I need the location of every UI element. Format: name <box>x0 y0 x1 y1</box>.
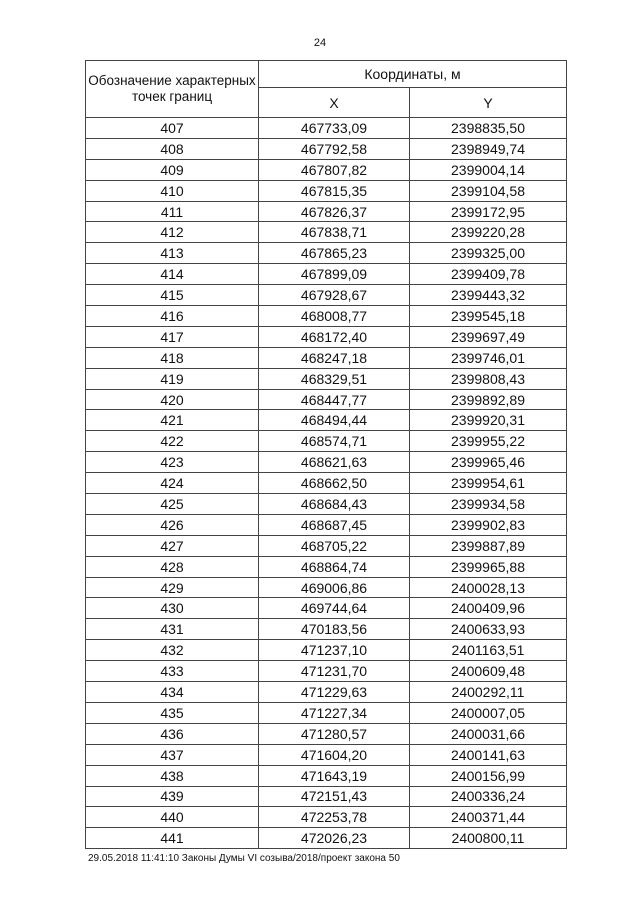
y-coordinate-cell: 2399892,89 <box>410 389 567 410</box>
x-coordinate-cell: 467815,35 <box>259 180 410 201</box>
x-coordinate-cell: 468662,50 <box>259 473 410 494</box>
x-coordinate-cell: 468447,77 <box>259 389 410 410</box>
x-coordinate-cell: 468705,22 <box>259 535 410 556</box>
table-row <box>86 222 567 243</box>
point-number-cell: 413 <box>86 243 259 264</box>
point-number-cell: 421 <box>86 410 259 431</box>
table-row <box>86 556 567 577</box>
x-coordinate-cell: 467865,23 <box>259 243 410 264</box>
table-row <box>86 765 567 786</box>
y-coordinate-cell: 2399902,83 <box>410 514 567 535</box>
table-row <box>86 368 567 389</box>
x-coordinate-cell: 467807,82 <box>259 159 410 180</box>
point-number-cell: 423 <box>86 452 259 473</box>
point-number-cell: 419 <box>86 368 259 389</box>
x-coordinate-cell: 468494,44 <box>259 410 410 431</box>
point-number-cell: 441 <box>86 828 259 849</box>
point-number-cell: 432 <box>86 640 259 661</box>
x-coordinate-cell: 468864,74 <box>259 556 410 577</box>
point-number-cell: 414 <box>86 264 259 285</box>
x-coordinate-cell: 467928,67 <box>259 285 410 306</box>
table-row <box>86 786 567 807</box>
point-number-cell: 435 <box>86 702 259 723</box>
x-coordinate-cell: 468574,71 <box>259 431 410 452</box>
page-number: 24 <box>313 37 327 49</box>
x-coordinate-cell: 471280,57 <box>259 723 410 744</box>
coordinates-table <box>85 60 567 849</box>
y-coordinate-cell: 2399004,14 <box>410 159 567 180</box>
y-coordinate-cell: 2399172,95 <box>410 201 567 222</box>
table-row <box>86 201 567 222</box>
y-coordinate-cell: 2399965,88 <box>410 556 567 577</box>
table-row <box>86 243 567 264</box>
x-coordinate-cell: 467899,09 <box>259 264 410 285</box>
point-number-cell: 431 <box>86 619 259 640</box>
y-coordinate-cell: 2399697,49 <box>410 326 567 347</box>
y-coordinate-cell: 2399808,43 <box>410 368 567 389</box>
y-coordinate-cell: 2399325,00 <box>410 243 567 264</box>
y-coordinate-cell: 2400031,66 <box>410 723 567 744</box>
y-coordinate-cell: 2400156,99 <box>410 765 567 786</box>
y-coordinate-cell: 2400028,13 <box>410 577 567 598</box>
table-row <box>86 661 567 682</box>
point-number-cell: 407 <box>86 118 259 139</box>
point-number-cell: 440 <box>86 807 259 828</box>
table-row <box>86 410 567 431</box>
x-coordinate-cell: 469006,86 <box>259 577 410 598</box>
x-coordinate-cell: 471604,20 <box>259 744 410 765</box>
y-coordinate-cell: 2400007,05 <box>410 702 567 723</box>
footer-stamp: 29.05.2018 11:41:10 Законы Думы VI созыва/2018/проект закона 50 <box>88 853 400 864</box>
y-coordinate-cell: 2400609,48 <box>410 661 567 682</box>
y-coordinate-cell: 2399965,46 <box>410 452 567 473</box>
x-coordinate-cell: 472151,43 <box>259 786 410 807</box>
table-row <box>86 598 567 619</box>
x-coordinate-cell: 471237,10 <box>259 640 410 661</box>
x-coordinate-cell: 472026,23 <box>259 828 410 849</box>
x-coordinate-cell: 468684,43 <box>259 494 410 515</box>
y-coordinate-cell: 2399443,32 <box>410 285 567 306</box>
point-number-cell: 415 <box>86 285 259 306</box>
table-row <box>86 723 567 744</box>
table-row <box>86 744 567 765</box>
y-coordinate-cell: 2401163,51 <box>410 640 567 661</box>
table-row <box>86 619 567 640</box>
table-row <box>86 326 567 347</box>
x-coordinate-cell: 471229,63 <box>259 682 410 703</box>
y-coordinate-cell: 2400141,63 <box>410 744 567 765</box>
table-row <box>86 138 567 159</box>
x-coordinate-cell: 471231,70 <box>259 661 410 682</box>
y-coordinate-cell: 2399746,01 <box>410 347 567 368</box>
y-coordinate-cell: 2400336,24 <box>410 786 567 807</box>
table-row <box>86 702 567 723</box>
y-coordinate-cell: 2399409,78 <box>410 264 567 285</box>
x-coordinate-cell: 468621,63 <box>259 452 410 473</box>
point-number-cell: 436 <box>86 723 259 744</box>
x-coordinate-cell: 470183,56 <box>259 619 410 640</box>
x-coordinate-cell: 468329,51 <box>259 368 410 389</box>
y-coordinate-cell: 2399104,58 <box>410 180 567 201</box>
table-row <box>86 347 567 368</box>
point-number-cell: 409 <box>86 159 259 180</box>
x-coordinate-cell: 467733,09 <box>259 118 410 139</box>
table-row <box>86 494 567 515</box>
point-number-cell: 428 <box>86 556 259 577</box>
y-coordinate-cell: 2399934,58 <box>410 494 567 515</box>
table-row <box>86 828 567 849</box>
point-number-cell: 412 <box>86 222 259 243</box>
table-row <box>86 577 567 598</box>
y-coordinate-cell: 2400800,11 <box>410 828 567 849</box>
x-column-header: X <box>259 88 410 118</box>
point-number-cell: 426 <box>86 514 259 535</box>
x-coordinate-cell: 469744,64 <box>259 598 410 619</box>
x-coordinate-cell: 468172,40 <box>259 326 410 347</box>
x-coordinate-cell: 468008,77 <box>259 306 410 327</box>
point-number-cell: 430 <box>86 598 259 619</box>
table-row <box>86 535 567 556</box>
y-coordinate-cell: 2399954,61 <box>410 473 567 494</box>
table-row <box>86 180 567 201</box>
point-number-cell: 410 <box>86 180 259 201</box>
point-number-cell: 417 <box>86 326 259 347</box>
y-column-header: Y <box>410 88 567 118</box>
point-number-cell: 438 <box>86 765 259 786</box>
table-body <box>86 118 567 849</box>
table-row <box>86 285 567 306</box>
point-number-cell: 420 <box>86 389 259 410</box>
table-row <box>86 807 567 828</box>
y-coordinate-cell: 2399545,18 <box>410 306 567 327</box>
y-coordinate-cell: 2399220,28 <box>410 222 567 243</box>
point-number-cell: 433 <box>86 661 259 682</box>
x-coordinate-cell: 467826,37 <box>259 201 410 222</box>
table-row <box>86 682 567 703</box>
point-number-cell: 427 <box>86 535 259 556</box>
x-coordinate-cell: 472253,78 <box>259 807 410 828</box>
x-coordinate-cell: 471643,19 <box>259 765 410 786</box>
x-coordinate-cell: 467838,71 <box>259 222 410 243</box>
point-number-cell: 416 <box>86 306 259 327</box>
y-coordinate-cell: 2399887,89 <box>410 535 567 556</box>
table-row <box>86 452 567 473</box>
point-number-cell: 424 <box>86 473 259 494</box>
point-number-cell: 434 <box>86 682 259 703</box>
point-number-cell: 429 <box>86 577 259 598</box>
table-row <box>86 306 567 327</box>
point-designation-header: Обозначение характерных точек границ <box>86 61 259 118</box>
point-number-cell: 418 <box>86 347 259 368</box>
coordinates-header: Координаты, м <box>259 61 567 88</box>
table-row <box>86 389 567 410</box>
point-number-cell: 425 <box>86 494 259 515</box>
point-number-cell: 439 <box>86 786 259 807</box>
y-coordinate-cell: 2400371,44 <box>410 807 567 828</box>
table-row <box>86 118 567 139</box>
table-row <box>86 514 567 535</box>
point-number-cell: 411 <box>86 201 259 222</box>
y-coordinate-cell: 2400409,96 <box>410 598 567 619</box>
table-row <box>86 264 567 285</box>
x-coordinate-cell: 468687,45 <box>259 514 410 535</box>
x-coordinate-cell: 471227,34 <box>259 702 410 723</box>
x-coordinate-cell: 468247,18 <box>259 347 410 368</box>
y-coordinate-cell: 2400633,93 <box>410 619 567 640</box>
point-number-cell: 422 <box>86 431 259 452</box>
table-row <box>86 159 567 180</box>
y-coordinate-cell: 2398949,74 <box>410 138 567 159</box>
y-coordinate-cell: 2398835,50 <box>410 118 567 139</box>
y-coordinate-cell: 2399920,31 <box>410 410 567 431</box>
point-number-cell: 408 <box>86 138 259 159</box>
table-row <box>86 431 567 452</box>
y-coordinate-cell: 2399955,22 <box>410 431 567 452</box>
x-coordinate-cell: 467792,58 <box>259 138 410 159</box>
table-row <box>86 473 567 494</box>
table-row <box>86 640 567 661</box>
y-coordinate-cell: 2400292,11 <box>410 682 567 703</box>
point-number-cell: 437 <box>86 744 259 765</box>
